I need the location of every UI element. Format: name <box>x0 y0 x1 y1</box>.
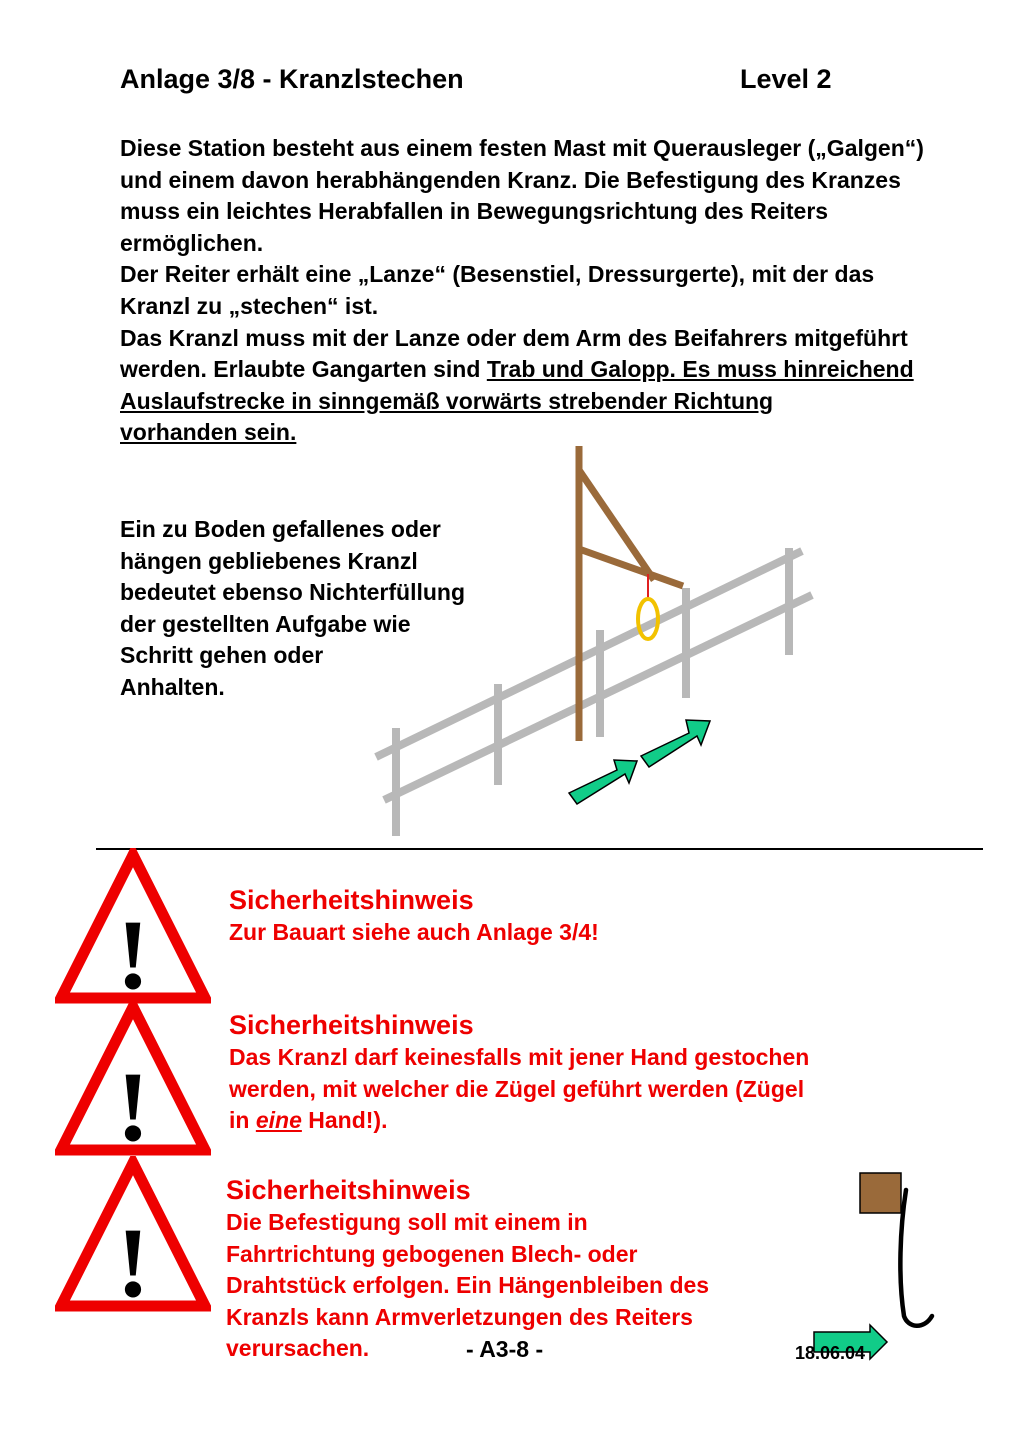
warning-symbol: ! <box>116 1207 150 1316</box>
emphasis-eine: eine <box>255 1107 302 1134</box>
safety-notice-title: Sicherheitshinweis <box>229 1010 474 1040</box>
warning-triangle-icon <box>55 1000 211 1160</box>
paragraph-lanze: Der Reiter erhält eine „Lanze“ (Besenstiel, Dressurgerte), mit der das Kranzl zu „stechen“ ist. <box>120 261 875 319</box>
document-date: 18.06.04 <box>795 1343 866 1363</box>
warning-symbol: ! <box>116 899 150 1008</box>
gangarten-underlined: Trab und Galopp. Es muss hinreichend Auslaufstrecke in sinngemäß vorwärts strebender Richtung <box>120 356 914 414</box>
warning-triangle-icon <box>55 1156 211 1316</box>
direction-arrow-icon <box>569 760 637 804</box>
safety-notice-1 <box>229 883 829 949</box>
fence-rail-upper <box>376 551 802 757</box>
gangarten-text: Das Kranzl muss mit der Lanze oder dem Arm des Beifahrers mitgeführt werden. Erlaubte Gangarten sind <box>120 324 908 383</box>
level-label: Level 2 <box>740 64 832 94</box>
direction-arrow-icon <box>641 720 710 767</box>
safety-notice-title: Sicherheitshinweis <box>229 885 474 915</box>
safety-notice-text: Die Befestigung soll mit einem in Fahrtrichtung gebogenen Blech- oder Drahtstück erfolgen. Ein Hängenbleiben des Kranzls kann Armverletzungen des Reiters verursachen. <box>226 1209 710 1362</box>
gangarten-underlined-end: vorhanden sein. <box>120 419 297 446</box>
safety-notice-2 <box>229 1008 929 1137</box>
page-number: - A3-8 - <box>466 1336 544 1362</box>
paragraph-station: Diese Station besteht aus einem festen Mast mit Querausleger („Galgen“) und einem davon herabhängenden Kranz. Die Befestigung des Kranzes muss ein leichtes Herabfallen in Bewegungsrichtung des Reiters ermöglichen. <box>120 135 924 256</box>
section-divider <box>96 848 983 850</box>
mast-arm <box>579 549 683 586</box>
safety-notice-title: Sicherheitshinweis <box>226 1175 471 1205</box>
safety-notice-text: Zur Bauart siehe auch Anlage 3/4! <box>229 919 599 945</box>
warning-symbol: ! <box>116 1051 150 1160</box>
warning-triangle-icon <box>55 848 211 1008</box>
page-title: Anlage 3/8 - Kranzlstechen <box>120 64 464 94</box>
mount-block <box>860 1173 901 1213</box>
safety-notice-text: Das Kranzl darf keinesfalls mit jener Hand gestochen werden, mit welcher die Zügel geführt werden (Zügel in eine Hand!). <box>229 1044 810 1134</box>
hook-wire <box>900 1190 932 1326</box>
hook-illustration <box>800 1168 950 1368</box>
paragraph-nichterfuellung: Ein zu Boden gefallenes oder hängen gebliebenes Kranzl bedeutet ebenso Nichterfüllung der gestellten Aufgabe wie Schritt gehen oder Anhalten. <box>120 516 466 700</box>
